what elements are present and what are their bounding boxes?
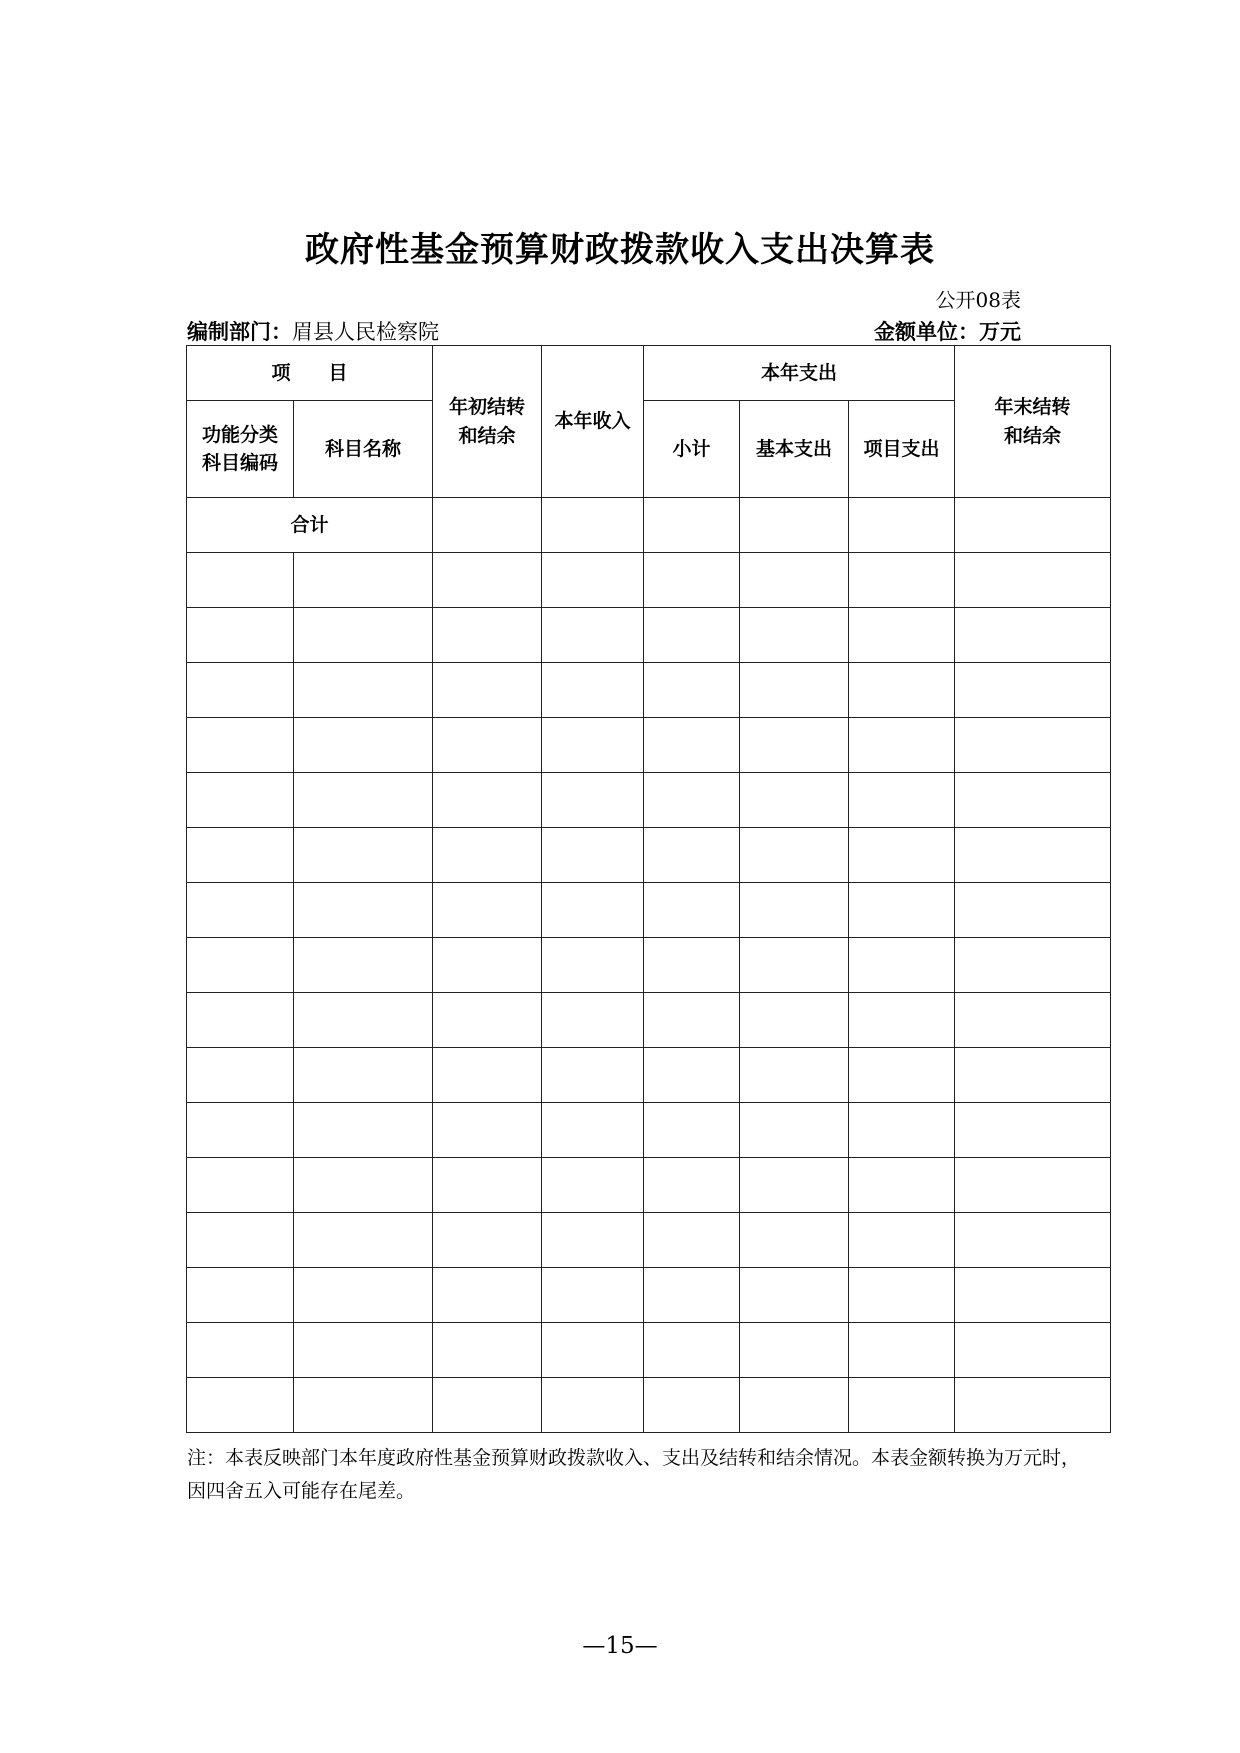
- table-cell: [187, 608, 294, 663]
- table-cell: [955, 718, 1111, 773]
- table-cell: [187, 1048, 294, 1103]
- table-cell: [542, 828, 644, 883]
- table-cell: [542, 553, 644, 608]
- table-cell: [433, 718, 542, 773]
- table-cell: [740, 938, 849, 993]
- table-cell: [644, 1378, 740, 1433]
- page-title: 政府性基金预算财政拨款收入支出决算表: [305, 230, 935, 270]
- table-cell: [644, 1323, 740, 1378]
- total-cell: [542, 498, 644, 553]
- form-number: 公开08表: [935, 288, 1021, 312]
- department-value: 眉县人民检察院: [292, 320, 439, 344]
- table-cell: [433, 883, 542, 938]
- table-cell: [740, 1378, 849, 1433]
- table-cell: [955, 1323, 1111, 1378]
- table-cell: [849, 883, 955, 938]
- total-cell: [955, 498, 1111, 553]
- table-cell: [955, 1213, 1111, 1268]
- total-cell: [740, 498, 849, 553]
- table-cell: [955, 1268, 1111, 1323]
- header-project-expense: 项目支出: [849, 401, 955, 498]
- header-function-code: [187, 401, 294, 498]
- table-cell: [294, 663, 433, 718]
- total-label: 合计: [187, 498, 433, 553]
- table-cell: [849, 773, 955, 828]
- table-cell: [542, 1213, 644, 1268]
- table-cell: [740, 883, 849, 938]
- table-cell: [187, 993, 294, 1048]
- total-cell: [433, 498, 542, 553]
- table-cell: [294, 1048, 433, 1103]
- table-row: [187, 1323, 1111, 1378]
- header-closing-balance-text: 年末结转和结余: [994, 396, 1071, 447]
- table-row: [187, 1158, 1111, 1213]
- table-cell: [294, 1158, 433, 1213]
- table-cell: [187, 718, 294, 773]
- header-subject-name: 科目名称: [294, 401, 433, 498]
- table-cell: [955, 938, 1111, 993]
- table-row: [187, 1378, 1111, 1433]
- table-cell: [294, 993, 433, 1048]
- table-cell: [433, 938, 542, 993]
- table-cell: [294, 1213, 433, 1268]
- total-cell: [644, 498, 740, 553]
- table-cell: [433, 1158, 542, 1213]
- table-cell: [433, 1213, 542, 1268]
- table-row: [187, 718, 1111, 773]
- table-cell: [433, 553, 542, 608]
- table-cell: [849, 938, 955, 993]
- table-row: [187, 773, 1111, 828]
- table-cell: [433, 1048, 542, 1103]
- table-cell: [294, 938, 433, 993]
- table-cell: [955, 663, 1111, 718]
- table-row: [187, 993, 1111, 1048]
- table-cell: [740, 1323, 849, 1378]
- total-cell: [849, 498, 955, 553]
- table-cell: [644, 553, 740, 608]
- table-cell: [187, 938, 294, 993]
- table-cell: [433, 1323, 542, 1378]
- table-cell: [644, 663, 740, 718]
- budget-table: [186, 345, 1111, 1433]
- table-cell: [542, 1158, 644, 1213]
- table-cell: [955, 553, 1111, 608]
- table-cell: [187, 1378, 294, 1433]
- table-cell: [740, 718, 849, 773]
- table-row: [187, 1213, 1111, 1268]
- header-opening-balance-text: 年初结转和结余: [449, 396, 526, 447]
- department: [187, 316, 439, 346]
- table-cell: [433, 1378, 542, 1433]
- table-cell: [644, 1048, 740, 1103]
- table-cell: [542, 1323, 644, 1378]
- table-cell: [542, 1378, 644, 1433]
- table-cell: [187, 553, 294, 608]
- table-cell: [955, 608, 1111, 663]
- table-cell: [849, 828, 955, 883]
- table-cell: [740, 608, 849, 663]
- table-cell: [849, 1323, 955, 1378]
- header-current-income: 本年收入: [542, 346, 644, 498]
- table-cell: [187, 1323, 294, 1378]
- table-row: [187, 938, 1111, 993]
- table-cell: [294, 718, 433, 773]
- table-cell: [849, 663, 955, 718]
- table-cell: [542, 1048, 644, 1103]
- table-cell: [542, 773, 644, 828]
- unit-label: 金额单位：万元: [874, 320, 1021, 344]
- table-cell: [740, 1048, 849, 1103]
- table-cell: [542, 938, 644, 993]
- table-cell: [294, 608, 433, 663]
- table-cell: [433, 1103, 542, 1158]
- table-cell: [433, 993, 542, 1048]
- table-cell: [644, 883, 740, 938]
- table-cell: [187, 828, 294, 883]
- header-basic-expense: 基本支出: [740, 401, 849, 498]
- table-cell: [740, 663, 849, 718]
- header-opening-balance: [433, 346, 542, 498]
- header-closing-balance: [955, 346, 1111, 498]
- footnote: 注：本表反映部门本年度政府性基金预算财政拨款收入、支出及结转和结余情况。本表金额转换为万元时，因四舍五入可能存在尾差。: [187, 1447, 1081, 1502]
- table-cell: [542, 1268, 644, 1323]
- table-cell: [294, 773, 433, 828]
- header-item: 项 目: [187, 346, 433, 401]
- department-label: 编制部门：: [187, 320, 292, 344]
- table-cell: [294, 828, 433, 883]
- table-cell: [849, 1268, 955, 1323]
- table-cell: [740, 828, 849, 883]
- table-cell: [294, 1268, 433, 1323]
- table-cell: [740, 993, 849, 1048]
- table-cell: [294, 1378, 433, 1433]
- table-cell: [187, 663, 294, 718]
- table-cell: [740, 553, 849, 608]
- table-cell: [294, 883, 433, 938]
- table-cell: [740, 1158, 849, 1213]
- table-cell: [849, 1048, 955, 1103]
- empty-rows: [187, 553, 1111, 1433]
- table-cell: [294, 1103, 433, 1158]
- table-cell: [542, 993, 644, 1048]
- table-cell: [644, 828, 740, 883]
- table-cell: [740, 1213, 849, 1268]
- table-cell: [644, 1213, 740, 1268]
- table-cell: [955, 1103, 1111, 1158]
- table-row: [187, 1048, 1111, 1103]
- table-row: [187, 1103, 1111, 1158]
- table-cell: [740, 1103, 849, 1158]
- table-cell: [849, 1158, 955, 1213]
- table-cell: [433, 828, 542, 883]
- table-cell: [294, 1323, 433, 1378]
- table-row: [187, 553, 1111, 608]
- table-cell: [955, 993, 1111, 1048]
- table-row: [187, 1268, 1111, 1323]
- table-cell: [955, 1378, 1111, 1433]
- table-cell: [644, 608, 740, 663]
- table-cell: [187, 1213, 294, 1268]
- header-subtotal: 小计: [644, 401, 740, 498]
- table-cell: [542, 883, 644, 938]
- table-row: [187, 883, 1111, 938]
- table-cell: [644, 1103, 740, 1158]
- table-cell: [849, 608, 955, 663]
- table-cell: [644, 1268, 740, 1323]
- table-cell: [955, 1158, 1111, 1213]
- table-cell: [740, 773, 849, 828]
- table-cell: [849, 993, 955, 1048]
- table-cell: [542, 608, 644, 663]
- table-row: [187, 828, 1111, 883]
- table-cell: [849, 553, 955, 608]
- table-cell: [955, 883, 1111, 938]
- table-cell: [849, 1213, 955, 1268]
- table-cell: [433, 1268, 542, 1323]
- table-cell: [294, 553, 433, 608]
- table-cell: [849, 1103, 955, 1158]
- table-cell: [849, 718, 955, 773]
- table-cell: [955, 828, 1111, 883]
- table-cell: [542, 663, 644, 718]
- table-cell: [187, 773, 294, 828]
- page-number: —15—: [582, 1633, 658, 1659]
- table-cell: [644, 993, 740, 1048]
- table-cell: [433, 773, 542, 828]
- table-row: [187, 608, 1111, 663]
- table-cell: [644, 1158, 740, 1213]
- table-cell: [644, 718, 740, 773]
- table-cell: [433, 608, 542, 663]
- table-cell: [433, 663, 542, 718]
- header-current-expense: 本年支出: [644, 346, 955, 401]
- table-cell: [187, 883, 294, 938]
- table-cell: [955, 773, 1111, 828]
- table-row: [187, 663, 1111, 718]
- table-cell: [542, 1103, 644, 1158]
- header-function-code-text: 功能分类科目编码: [201, 423, 278, 474]
- table-cell: [542, 718, 644, 773]
- table-cell: [849, 1378, 955, 1433]
- table-cell: [644, 938, 740, 993]
- table-cell: [187, 1268, 294, 1323]
- table-cell: [740, 1268, 849, 1323]
- table-cell: [955, 1048, 1111, 1103]
- table-cell: [187, 1158, 294, 1213]
- table-cell: [187, 1103, 294, 1158]
- table-cell: [644, 773, 740, 828]
